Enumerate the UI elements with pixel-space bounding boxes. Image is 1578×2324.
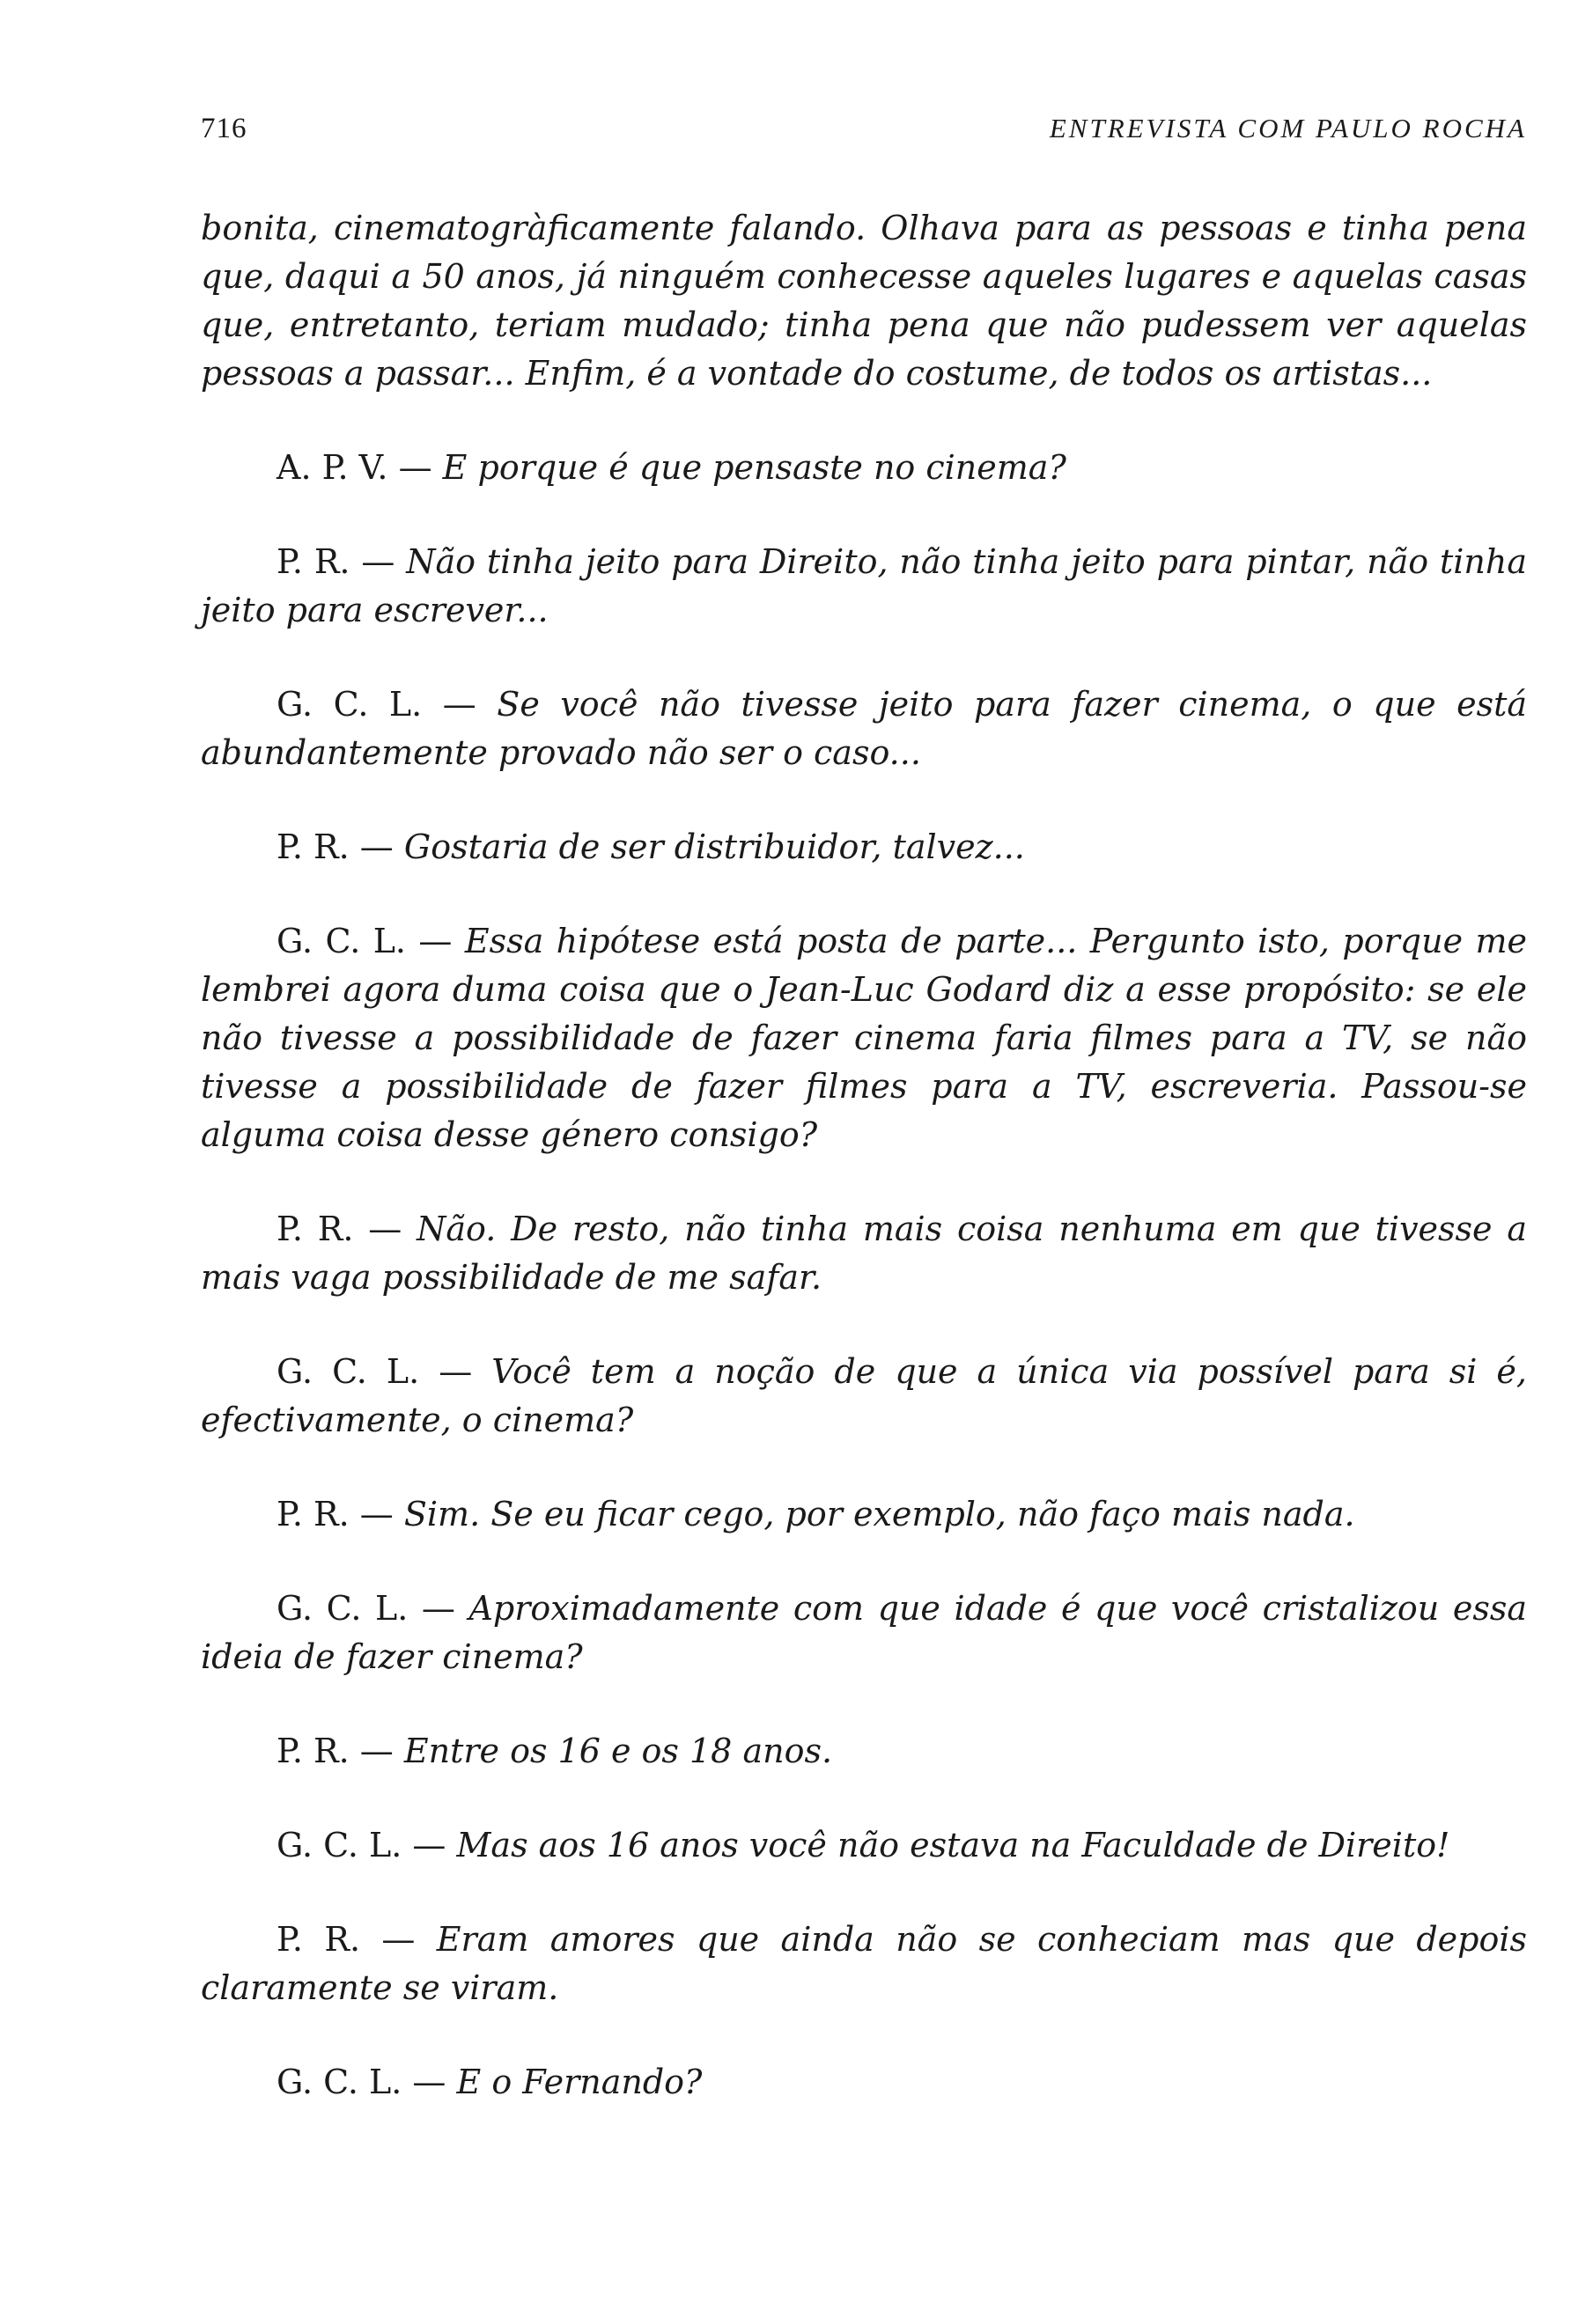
paragraph-text: E o Fernando?	[456, 2063, 703, 2101]
speaker-label: P. R. —	[277, 542, 407, 581]
paragraph-text: Você tem a noção de que a única via possível para si é, efectivamente, o cinema?	[201, 1352, 1527, 1439]
speaker-label: G. C. L. —	[277, 1589, 469, 1628]
dialogue-paragraph	[201, 1585, 1527, 1681]
dialogue-paragraph	[201, 917, 1527, 1159]
dialogue-paragraph	[201, 1348, 1527, 1445]
speaker-label: P. R. —	[277, 1495, 404, 1533]
paragraph-text: Não tinha jeito para Direito, não tinha jeito para pintar, não tinha jeito para escrever...	[201, 542, 1528, 629]
dialogue-paragraph	[201, 1821, 1527, 1870]
dialogue-paragraph	[201, 2058, 1527, 2107]
page-header	[201, 113, 1527, 157]
speaker-label: P. R. —	[277, 1920, 437, 1959]
paragraph-text: Eram amores que ainda não se conheciam mas que depois claramente se viram.	[201, 1920, 1527, 2007]
speaker-label: G. C. L. —	[277, 685, 498, 724]
speaker-label: G. C. L. —	[277, 1352, 492, 1391]
paragraph-text: Mas aos 16 anos você não estava na Faculdade de Direito!	[456, 1826, 1450, 1864]
dialogue-paragraph	[201, 680, 1527, 777]
speaker-label: G. C. L. —	[277, 1826, 457, 1864]
dialogue-paragraph	[201, 823, 1527, 872]
paragraph-text: bonita, cinematogràficamente falando. Olhava para as pessoas e tinha pena que, daqui a 50 anos, já ninguém conhecesse aqueles lugares e aquelas casas que, entretanto, teriam mudado; tinha pena que não pudessem ver aquelas pessoas a passar... Enfim, é a vontade do costume, de todos os artistas...	[201, 209, 1527, 393]
dialogue-paragraph	[201, 1490, 1527, 1539]
paragraph-text: Sim. Se eu ficar cego, por exemplo, não faço mais nada.	[403, 1495, 1355, 1533]
speaker-label: G. C. L. —	[277, 2063, 457, 2101]
speaker-label: P. R. —	[277, 1210, 417, 1248]
speaker-label: P. R. —	[277, 1732, 404, 1770]
interview-body	[201, 204, 1527, 2152]
speaker-label: P. R. —	[277, 827, 404, 866]
dialogue-paragraph	[201, 1727, 1527, 1776]
paragraph-text: Não. De resto, não tinha mais coisa nenhuma em que tivesse a mais vaga possibilidade de me safar.	[201, 1210, 1528, 1297]
speaker-label: G. C. L. —	[277, 922, 465, 960]
paragraph-text: Entre os 16 e os 18 anos.	[403, 1732, 833, 1770]
paragraph-text: Essa hipótese está posta de parte... Pergunto isto, porque me lembrei agora duma coisa que o Jean-Luc Godard diz a esse propósito: se ele não tivesse a possibilidade de fazer cinema faria filmes para a TV, se não tivesse a possibilidade de fazer filmes para a TV, escreveria. Passou-se alguma coisa desse género consigo?	[201, 922, 1527, 1154]
dialogue-paragraph	[201, 1205, 1527, 1302]
running-title: ENTREVISTA COM PAULO ROCHA	[1049, 113, 1527, 143]
dialogue-paragraph	[201, 1916, 1527, 2012]
paragraph-text: Gostaria de ser distribuidor, talvez...	[403, 827, 1025, 866]
paragraph-text: Aproximadamente com que idade é que você cristalizou essa ideia de fazer cinema?	[201, 1589, 1527, 1676]
page-number: 716	[201, 113, 247, 144]
dialogue-paragraph	[201, 538, 1527, 635]
paragraph-text: Se você não tivesse jeito para fazer cinema, o que está abundantemente provado não ser o caso...	[201, 685, 1527, 772]
speaker-label: A. P. V. —	[277, 448, 443, 487]
paragraph-text: E porque é que pensaste no cinema?	[442, 448, 1066, 487]
dialogue-paragraph	[201, 444, 1527, 492]
continued-paragraph	[201, 204, 1527, 398]
